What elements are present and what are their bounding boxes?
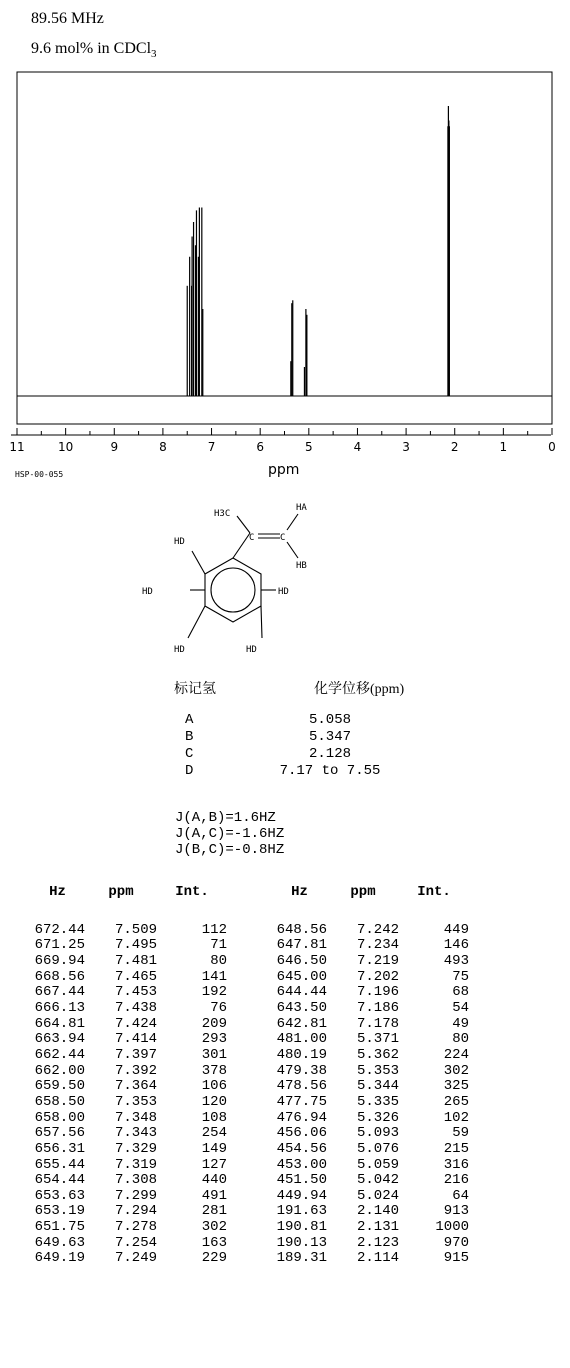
peak-table-cell: 5.326 [356, 1109, 399, 1126]
bond-hd-bottom-left [188, 606, 205, 638]
peak-table-cell: 915 [443, 1250, 469, 1267]
shift-label: C [185, 746, 194, 762]
peak-table-cell: 68 [452, 984, 469, 1001]
alpha-methylstyrene-structure [130, 496, 390, 666]
bond-hd-upper-left [192, 551, 205, 574]
column-gap [227, 1111, 272, 1127]
column-gap [227, 1095, 272, 1111]
peak-table-cell: 190.81 [276, 1219, 327, 1236]
peak-table-cell: 2.140 [356, 1203, 399, 1220]
peak-table-cell: 7.294 [114, 1203, 157, 1220]
shift-row [185, 746, 415, 763]
label-ha: HA [296, 503, 307, 513]
peak-table-cell: 644.44 [276, 984, 327, 1001]
peak-table-cell: 478.56 [276, 1078, 327, 1095]
peak-table-cell: 7.202 [356, 968, 399, 985]
column-gap [227, 1173, 272, 1189]
peak-table-cell: 454.56 [276, 1140, 327, 1157]
peak-table-cell: 281 [201, 1203, 227, 1220]
x-tick-label: 2 [450, 440, 459, 454]
peak-table-row [30, 1001, 469, 1017]
x-tick-label: 5 [304, 440, 313, 454]
peak-table-cell: 476.94 [276, 1109, 327, 1126]
peak-table-cell: 456.06 [276, 1125, 327, 1142]
peak-table-cell: 668.56 [34, 968, 85, 985]
peak-table-row [30, 1204, 469, 1220]
peak-table-cell: 7.509 [114, 921, 157, 938]
peak-table-row [30, 1251, 469, 1267]
peak-table-cell: 5.076 [356, 1140, 399, 1157]
shift-value: 5.058 [308, 712, 351, 728]
peak-table-cell: 7.319 [114, 1156, 157, 1173]
peak-table-row [30, 1189, 469, 1205]
plot-frame [17, 72, 552, 424]
peak-table-cell: 5.093 [356, 1125, 399, 1142]
peak-table-header-cell: Hz [49, 884, 66, 900]
peak-table-cell: 120 [201, 1093, 227, 1110]
peak-table-cell: 658.50 [34, 1093, 85, 1110]
peak-table-cell: 7.178 [356, 1015, 399, 1032]
peak-table-cell: 656.31 [34, 1140, 85, 1157]
column-gap [227, 985, 272, 1001]
peak-table-row [30, 1095, 469, 1111]
peak-table-row [30, 1048, 469, 1064]
peak-table-row [30, 954, 469, 970]
peak-table-cell: 5.362 [356, 1046, 399, 1063]
peak-table-cell: 127 [201, 1156, 227, 1173]
peak-table-cell: 224 [443, 1046, 469, 1063]
peak-table-cell: 192 [201, 984, 227, 1001]
peak-table-cell: 76 [210, 999, 227, 1016]
peak-table-cell: 480.19 [276, 1046, 327, 1063]
shift-row [185, 729, 415, 746]
peak-table-cell: 64 [452, 1187, 469, 1204]
x-tick-label: 7 [207, 440, 216, 454]
label-hb: HB [296, 561, 307, 571]
peak-list-table [30, 885, 469, 1267]
x-tick-label: 3 [402, 440, 410, 454]
label-hd-upper-left: HD [174, 537, 185, 547]
peak-table-row [30, 970, 469, 986]
peak-table-cell: 493 [443, 952, 469, 969]
peak-table-cell: 2.123 [356, 1234, 399, 1251]
column-gap [227, 970, 272, 986]
peak-table-cell: 254 [201, 1125, 227, 1142]
column-gap [227, 1001, 272, 1017]
peak-table-cell: 7.364 [114, 1078, 157, 1095]
peak-table-cell: 7.424 [114, 1015, 157, 1032]
peak-table-row [30, 1017, 469, 1033]
peak-table-row [30, 1032, 469, 1048]
peak-table-cell: 477.75 [276, 1093, 327, 1110]
shift-label: A [185, 712, 194, 728]
shift-label: D [185, 763, 194, 779]
peak-table-row [30, 1126, 469, 1142]
column-gap [227, 1126, 272, 1142]
x-tick-label: 11 [9, 440, 25, 454]
peak-table-cell: 662.00 [34, 1062, 85, 1079]
peak-table-cell: 7.196 [356, 984, 399, 1001]
peak-table-cell: 112 [201, 921, 227, 938]
peak-table-cell: 7.453 [114, 984, 157, 1001]
peak-table-row [30, 1079, 469, 1095]
bond-hb [287, 542, 298, 558]
column-gap [227, 1017, 272, 1033]
shift-table-header-label: 标记氢 [174, 682, 216, 697]
peak-table-cell: 59 [452, 1125, 469, 1142]
coupling-line: J(A,C)=-1.6HZ [175, 826, 285, 842]
peak-table-cell: 163 [201, 1234, 227, 1251]
peak-table-header-cell: Int. [417, 884, 451, 900]
peak-table-cell: 7.308 [114, 1172, 157, 1189]
column-gap [227, 1204, 272, 1220]
peak-table-row [30, 1142, 469, 1158]
peak-table-cell: 440 [201, 1172, 227, 1189]
shift-label: B [185, 729, 194, 745]
peak-table-cell: 655.44 [34, 1156, 85, 1173]
peak-table-cell: 669.94 [34, 952, 85, 969]
peak-table-cell: 7.219 [356, 952, 399, 969]
bond-hd-bottom-right [261, 606, 262, 638]
peak-table-cell: 647.81 [276, 937, 327, 954]
column-gap [227, 1032, 272, 1048]
peak-table-row [30, 1220, 469, 1236]
peak-table-cell: 293 [201, 1031, 227, 1048]
peak-table-cell: 325 [443, 1078, 469, 1095]
peak-table-cell: 80 [452, 1031, 469, 1048]
peak-table-cell: 453.00 [276, 1156, 327, 1173]
peak-table-cell: 649.63 [34, 1234, 85, 1251]
column-gap [227, 1236, 272, 1252]
peak-table-cell: 191.63 [276, 1203, 327, 1220]
peak-table-cell: 265 [443, 1093, 469, 1110]
label-hd-left: HD [142, 587, 153, 597]
peak-table-cell: 648.56 [276, 921, 327, 938]
peak-table-cell: 7.438 [114, 999, 157, 1016]
peak-table-cell: 190.13 [276, 1234, 327, 1251]
peak-table-cell: 7.397 [114, 1046, 157, 1063]
peak-table-row [30, 923, 469, 939]
x-tick-label: 0 [548, 440, 556, 454]
spectrometer-frequency: 89.56 MHz [31, 10, 104, 27]
peak-table-cell: 302 [201, 1219, 227, 1236]
column-gap [227, 1079, 272, 1095]
peak-table-cell: 658.00 [34, 1109, 85, 1126]
peak-table-cell: 5.059 [356, 1156, 399, 1173]
peak-table-row [30, 938, 469, 954]
shift-table-header-shift: 化学位移(ppm) [314, 682, 405, 697]
peak-table-cell: 5.353 [356, 1062, 399, 1079]
peak-table-cell: 7.234 [356, 937, 399, 954]
peak-table-cell: 662.44 [34, 1046, 85, 1063]
peak-table-row [30, 985, 469, 1001]
peak-table-cell: 301 [201, 1046, 227, 1063]
peak-table-cell: 49 [452, 1015, 469, 1032]
concentration-subscript: 3 [151, 48, 157, 61]
peak-table-header [30, 885, 469, 901]
x-axis-label: ppm [268, 462, 300, 478]
peak-table-cell: 646.50 [276, 952, 327, 969]
peak-table-header-cell: ppm [350, 884, 376, 900]
column-gap [227, 1189, 272, 1205]
peak-table-cell: 7.348 [114, 1109, 157, 1126]
peak-table-cell: 666.13 [34, 999, 85, 1016]
peak-table-cell: 378 [201, 1062, 227, 1079]
bond-ring-to-vinyl [233, 533, 250, 558]
label-hd-bottom-right: HD [246, 645, 257, 655]
column-gap [227, 1142, 272, 1158]
peak-table-cell: 7.329 [114, 1140, 157, 1157]
shift-value: 2.128 [308, 746, 351, 762]
shift-value: 7.17 to 7.55 [279, 763, 381, 779]
peak-table-cell: 7.495 [114, 937, 157, 954]
peak-table-cell: 7.353 [114, 1093, 157, 1110]
label-c-beta: C [280, 533, 286, 543]
peak-table-cell: 229 [201, 1250, 227, 1267]
peak-table-row [30, 1173, 469, 1189]
peak-table-cell: 7.254 [114, 1234, 157, 1251]
bond-ha [287, 514, 298, 530]
peak-table-cell: 491 [201, 1187, 227, 1204]
label-hd-right: HD [278, 587, 289, 597]
peak-table-cell: 7.299 [114, 1187, 157, 1204]
column-gap [227, 938, 272, 954]
peak-table-cell: 209 [201, 1015, 227, 1032]
peak-table-cell: 672.44 [34, 921, 85, 938]
column-gap [227, 1048, 272, 1064]
peak-table-cell: 657.56 [34, 1125, 85, 1142]
peak-table-cell: 54 [452, 999, 469, 1016]
peak-table-cell: 451.50 [276, 1172, 327, 1189]
peak-table-cell: 654.44 [34, 1172, 85, 1189]
peak-table-cell: 5.335 [356, 1093, 399, 1110]
coupling-line: J(B,C)=-0.8HZ [175, 842, 285, 858]
column-gap [227, 1251, 272, 1267]
column-gap [227, 1064, 272, 1080]
label-hd-bottom-left: HD [174, 645, 185, 655]
peak-table-cell: 141 [201, 968, 227, 985]
peak-table-header-cell: Int. [175, 884, 209, 900]
peak-table-cell: 7.278 [114, 1219, 157, 1236]
peak-table-cell: 449 [443, 921, 469, 938]
peak-table-cell: 216 [443, 1172, 469, 1189]
peak-table-cell: 667.44 [34, 984, 85, 1001]
peak-table-cell: 659.50 [34, 1078, 85, 1095]
column-gap [227, 1158, 272, 1174]
peak-table-cell: 102 [443, 1109, 469, 1126]
sample-concentration [31, 40, 157, 60]
peak-table-cell: 75 [452, 968, 469, 985]
peak-table-cell: 316 [443, 1156, 469, 1173]
peak-table-cell: 7.392 [114, 1062, 157, 1079]
peak-table-row [30, 1236, 469, 1252]
x-tick-label: 4 [353, 440, 362, 454]
peak-table-cell: 5.042 [356, 1172, 399, 1189]
peak-table-cell: 7.414 [114, 1031, 157, 1048]
peak-table-cell: 7.481 [114, 952, 157, 969]
x-tick-label: 1 [499, 440, 508, 454]
peak-table-cell: 970 [443, 1234, 469, 1251]
peak-table-header-cell: Hz [291, 884, 308, 900]
peak-table-cell: 146 [443, 937, 469, 954]
peak-table-cell: 642.81 [276, 1015, 327, 1032]
peak-table-cell: 7.186 [356, 999, 399, 1016]
x-tick-label: 9 [110, 440, 119, 454]
peak-table-row [30, 1064, 469, 1080]
peak-table-cell: 664.81 [34, 1015, 85, 1032]
peak-table-cell: 653.19 [34, 1203, 85, 1220]
label-c-alpha: C [249, 533, 255, 543]
spectrum-code: HSP-00-055 [15, 470, 64, 479]
peak-table-cell: 189.31 [276, 1250, 327, 1267]
peak-table-cell: 2.114 [356, 1250, 399, 1267]
peak-table-cell: 5.371 [356, 1031, 399, 1048]
peak-table-cell: 5.024 [356, 1187, 399, 1204]
peak-table-cell: 663.94 [34, 1031, 85, 1048]
column-gap [227, 954, 272, 970]
peak-table-cell: 479.38 [276, 1062, 327, 1079]
nmr-spectrum-chart [0, 70, 570, 460]
peak-table-cell: 643.50 [276, 999, 327, 1016]
peak-table-row [30, 1158, 469, 1174]
peak-table-cell: 5.344 [356, 1078, 399, 1095]
peak-table-cell: 108 [201, 1109, 227, 1126]
peak-table-cell: 149 [201, 1140, 227, 1157]
x-tick-label: 8 [159, 440, 167, 454]
coupling-line: J(A,B)=1.6HZ [175, 810, 276, 826]
peak-table-cell: 7.249 [114, 1250, 157, 1267]
peak-table-cell: 7.343 [114, 1125, 157, 1142]
peak-table-row [30, 1111, 469, 1127]
peak-table-cell: 651.75 [34, 1219, 85, 1236]
aromatic-circle [211, 568, 255, 612]
column-gap [227, 1220, 272, 1236]
column-gap [227, 923, 272, 939]
peak-table-cell: 913 [443, 1203, 469, 1220]
peak-table-cell: 671.25 [34, 937, 85, 954]
shift-row [185, 712, 415, 729]
peak-table-cell: 7.242 [356, 921, 399, 938]
shift-row [185, 763, 415, 780]
x-tick-label: 10 [57, 440, 74, 454]
coupling-constants [175, 810, 284, 858]
peak-table-cell: 449.94 [276, 1187, 327, 1204]
concentration-text: 9.6 mol% in CDCl [31, 40, 152, 57]
peak-table-cell: 653.63 [34, 1187, 85, 1204]
peak-table-cell: 481.00 [276, 1031, 327, 1048]
peak-table-cell: 645.00 [276, 968, 327, 985]
peak-table-header-cell: ppm [108, 884, 134, 900]
peak-table-cell: 302 [443, 1062, 469, 1079]
peak-table-cell: 7.465 [114, 968, 157, 985]
peak-table-cell: 215 [443, 1140, 469, 1157]
x-tick-label: 6 [256, 440, 265, 454]
column-gap [227, 885, 272, 901]
peak-table-cell: 106 [201, 1078, 227, 1095]
peak-table-cell: 1000 [435, 1219, 469, 1236]
peak-table-cell: 80 [210, 952, 227, 969]
shift-value: 5.347 [308, 729, 351, 745]
peak-table-cell: 649.19 [34, 1250, 85, 1267]
label-h3c: H3C [214, 509, 231, 519]
peak-table-cell: 71 [210, 937, 227, 954]
peak-table-cell: 2.131 [356, 1219, 399, 1236]
bond-methyl [237, 516, 250, 533]
chemical-shift-table [185, 712, 415, 780]
